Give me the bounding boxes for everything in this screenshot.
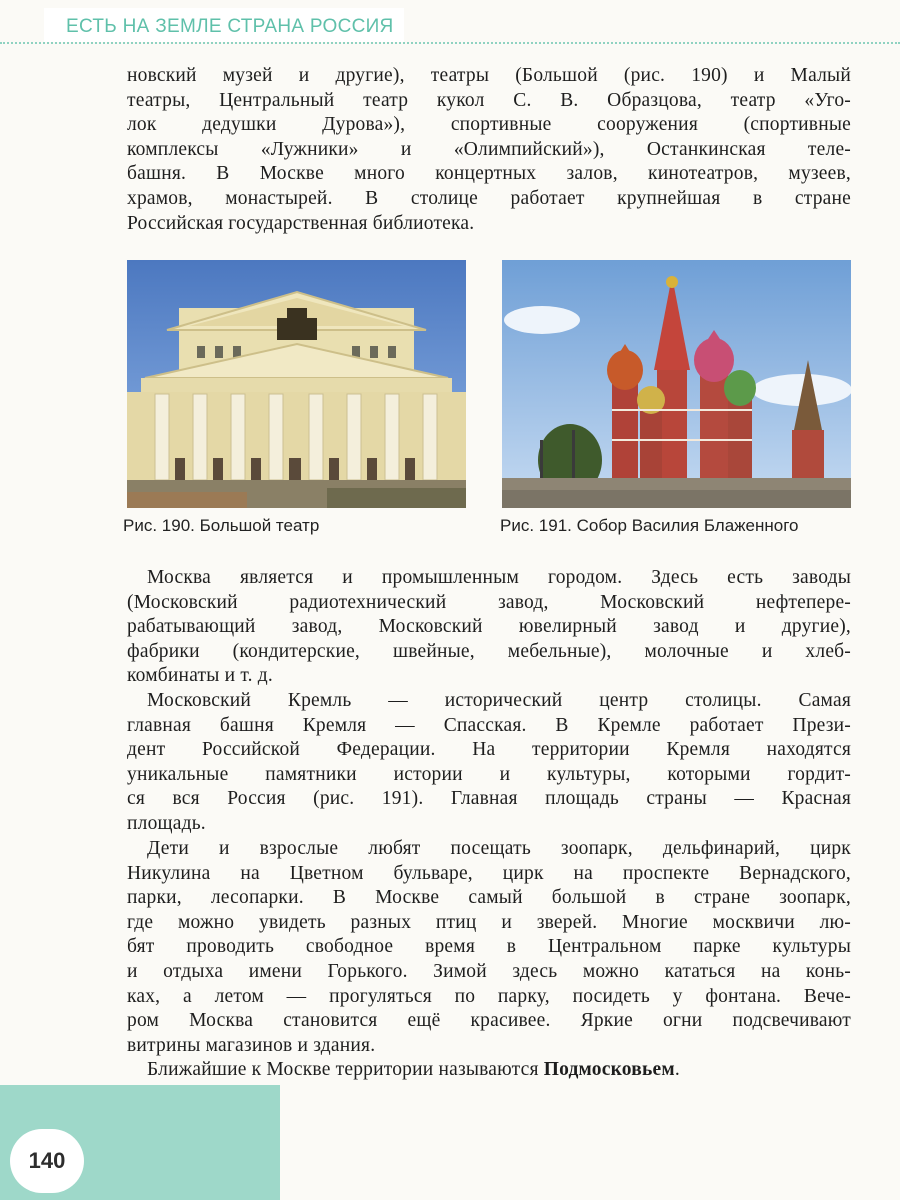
text-line: новский музей и другие), театры (Большой (рис. 190) и Малый: [127, 65, 851, 86]
text-line: [127, 1058, 851, 1083]
text-line: лок дедушки Дурова»), спортивные сооружения (спортивные: [127, 114, 851, 136]
text-line: театры, Центральный театр кукол С. В. Образцова, театр «Уго-: [127, 89, 851, 111]
chapter-title: ЕСТЬ НА ЗЕМЛЕ СТРАНА РОССИЯ: [66, 16, 394, 37]
running-header: [0, 0, 900, 48]
bolshoi-theatre-photo: [127, 260, 466, 508]
text-line: парки, лесопарки. В Москве самый большой в стране зоопарк,: [127, 887, 851, 909]
text-line: ром Москва становится ещё красивее. Яркие огни подсвечивают: [127, 1010, 851, 1032]
text-line: комплексы «Лужники» и «Олимпийский»), Останкинская теле-: [127, 138, 851, 160]
text-line: башня. В Москве много концертных залов, кинотеатров, музеев,: [127, 163, 851, 185]
text-line: бят проводить свободное время в Центральном парке культуры: [127, 936, 851, 958]
text-line: ся вся Россия (рис. 191). Главная площадь страны — Красная: [127, 788, 851, 810]
text-line: и отдыха имени Горького. Зимой здесь можно кататься на конь-: [127, 960, 851, 982]
text-line: Российская государственная библиотека.: [127, 212, 475, 234]
text-line: где можно увидеть разных птиц и зверей. Многие москвичи лю-: [127, 911, 851, 933]
text-line: Никулина на Цветном бульваре, цирк на проспекте Вернадского,: [127, 862, 851, 884]
text-line: Москва является и промышленным городом. Здесь есть заводы: [147, 567, 851, 588]
text-line: рабатывающий завод, Московский ювелирный завод и другие),: [127, 616, 851, 638]
text-line: Московский Кремль — исторический центр столицы. Самая: [147, 690, 851, 711]
text-run: .: [674, 1059, 680, 1080]
text-line: главная башня Кремля — Спасская. В Кремле работает Прези-: [127, 714, 851, 736]
text-line: Дети и взрослые любят посещать зоопарк, дельфинарий, цирк: [147, 838, 851, 859]
paragraph-theatres: [127, 64, 851, 236]
paragraph-podmoskovye: [127, 1058, 851, 1083]
text-line: площадь.: [127, 812, 206, 834]
page-number: 140: [28, 1148, 66, 1173]
st-basils-cathedral-illustration: [502, 260, 851, 508]
text-line: ках, а летом — прогуляться по парку, посидеть у фонтана. Вече-: [127, 985, 851, 1007]
text-line: фабрики (кондитерские, швейные, мебельные), молочные и хлеб-: [127, 640, 851, 662]
figure-190-caption: Рис. 190. Большой театр: [123, 516, 320, 535]
text-line: храмов, монастырей. В столице работает крупнейшая в стране: [127, 187, 851, 209]
text-line: уникальные памятники истории и культуры, которыми гордит-: [127, 763, 851, 785]
text-line: комбинаты и т. д.: [127, 665, 273, 687]
st-basils-cathedral-photo: [502, 260, 851, 508]
paragraph-kremlin: [127, 689, 851, 837]
bolshoi-theatre-illustration: [127, 260, 466, 508]
text-line: (Московский радиотехнический завод, Московский нефтепере-: [127, 591, 851, 613]
figure-191-caption: Рис. 191. Собор Василия Блаженного: [500, 516, 799, 535]
text-line: дент Российской Федерации. На территории Кремля находятся: [127, 739, 851, 761]
text-run: Ближайшие к Москве территории называются: [147, 1059, 544, 1080]
bold-term: Подмосковьем: [543, 1059, 675, 1080]
paragraph-industry: [127, 566, 851, 689]
paragraph-leisure: [127, 837, 851, 1058]
text-line: витрины магазинов и здания.: [127, 1034, 376, 1056]
header-dotted-rule: [0, 42, 900, 44]
